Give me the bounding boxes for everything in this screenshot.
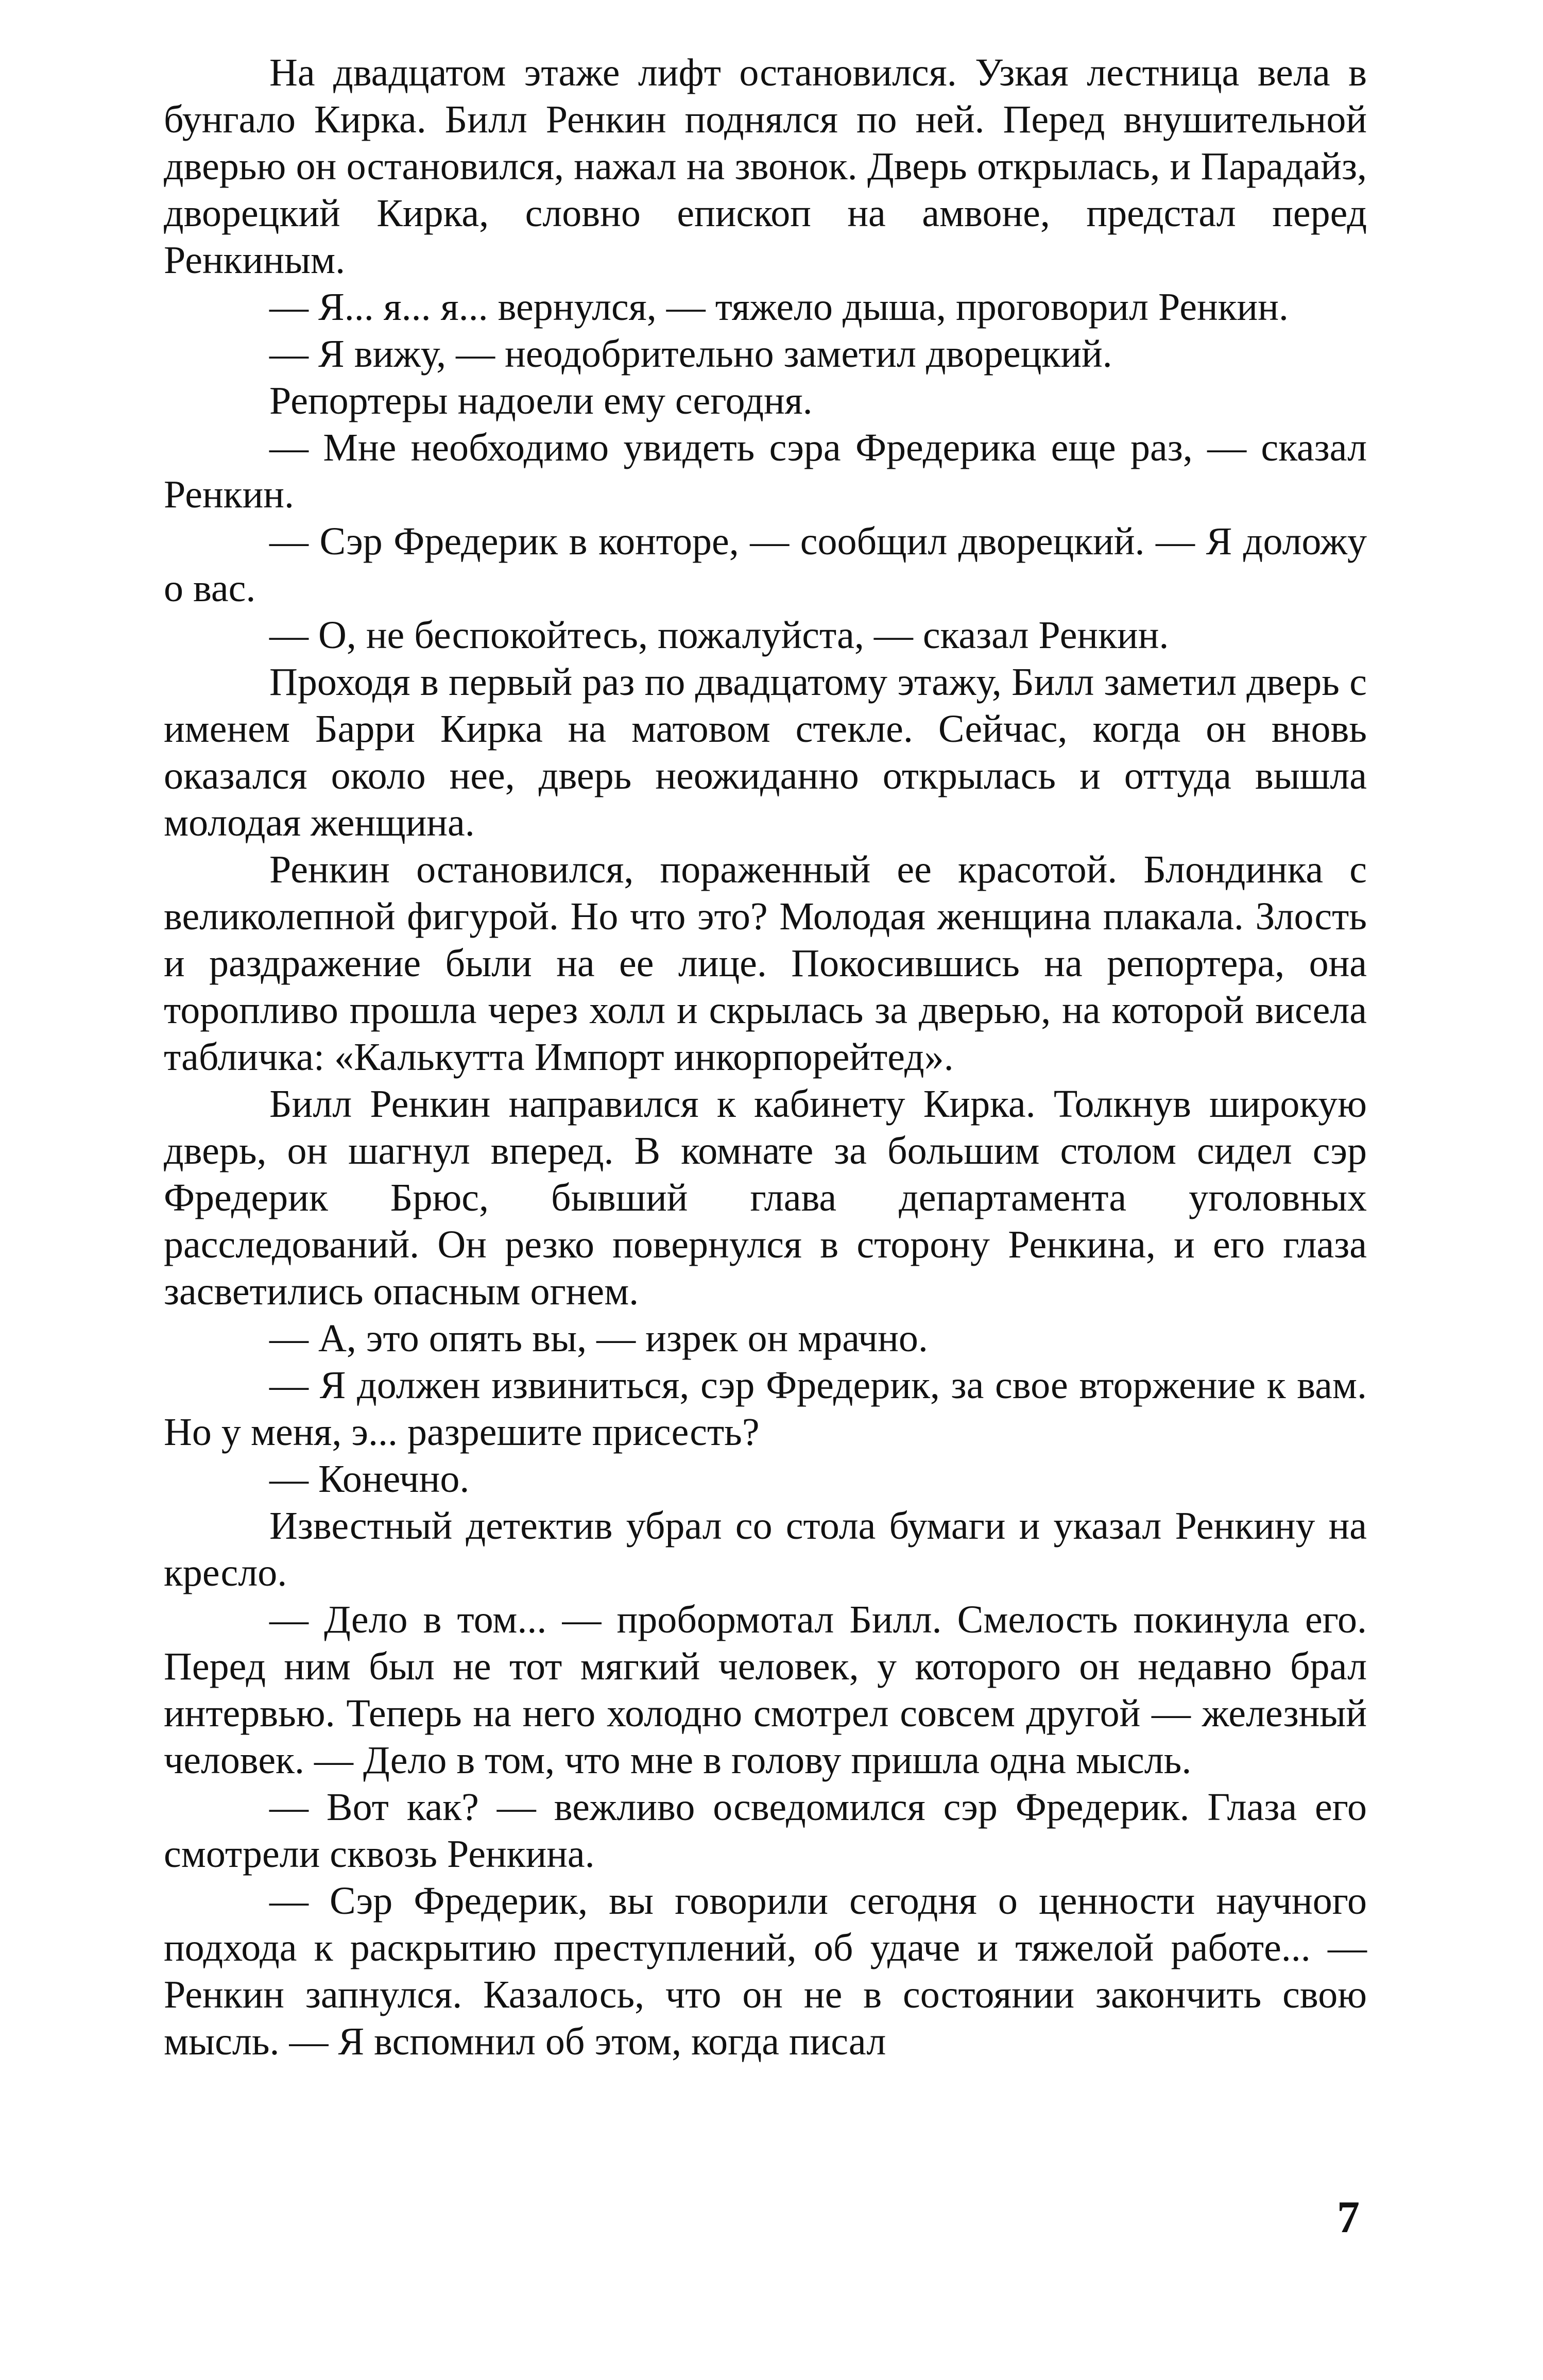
paragraph: — Конечно. [269, 1457, 470, 1501]
paragraph: — О, не беспокойтесь, пожалуйста, — сказал Ренкин. [269, 614, 1169, 657]
paragraph: — Я... я... я... вернулся, — тяжело дыша, проговорил Ренкин. [269, 285, 1289, 329]
paragraph: — Сэр Фредерик в конторе, — сообщил дворецкий. — Я доложу о вас. [164, 520, 1367, 610]
paragraph: Билл Ренкин направился к кабинету Кирка. Толкнув широкую дверь, он шагнул вперед. В комнате за большим столом сидел сэр Фредерик Брюс, бывший глава департамента уголовных расследований. Он резко повернулся в сторону Ренкина, и его глаза засветились опасным огнем. [164, 1082, 1367, 1313]
paragraph: — Мне необходимо увидеть сэра Фредерика еще раз, — сказал Ренкин. [164, 426, 1367, 516]
paragraph: — Дело в том... — пробормотал Билл. Смелость покинула его. Перед ним был не тот мягкий человек, у которого он недавно брал интервью. Теперь на него холодно смотрел совсем другой — железный человек. — Дело в том, что мне в голову пришла одна мысль. [164, 1598, 1367, 1782]
paragraph: Репортеры надоели ему сегодня. [269, 379, 813, 422]
paragraph: Ренкин остановился, пораженный ее красотой. Блондинка с великолепной фигурой. Но что это? Молодая женщина плакала. Злость и раздражение были на ее лице. Покосившись на репортера, она торопливо прошла через холл и скрылась за дверью, на которой висела табличка: «Калькутта Импорт инкорпорейтед». [164, 848, 1367, 1079]
paragraph: — А, это опять вы, — изрек он мрачно. [269, 1317, 928, 1360]
page-number: 7 [1337, 2192, 1360, 2242]
paragraph: Проходя в первый раз по двадцатому этажу, Билл заметил дверь с именем Барри Кирка на матовом стекле. Сейчас, когда он вновь оказался около нее, дверь неожиданно открылась и оттуда вышла молодая женщина. [164, 660, 1367, 844]
paragraph: — Я должен извиниться, сэр Фредерик, за свое вторжение к вам. Но у меня, э... разрешите присесть? [164, 1364, 1367, 1454]
paragraph: — Вот как? — вежливо осведомился сэр Фредерик. Глаза его смотрели сквозь Ренкина. [164, 1786, 1367, 1876]
paragraph: — Сэр Фредерик, вы говорили сегодня о ценности научного подхода к раскрытию преступлений, об удаче и тяжелой работе... — Ренкин запнулся. Казалось, что он не в состоянии закончить свою мысль. — Я вспомнил об этом, когда писал [164, 1879, 1367, 2063]
body-text [164, 49, 1367, 2065]
paragraph: Известный детектив убрал со стола бумаги и указал Ренкину на кресло. [164, 1504, 1367, 1594]
paragraph: — Я вижу, — неодобрительно заметил дворецкий. [269, 332, 1112, 376]
paragraph: На двадцатом этаже лифт остановился. Узкая лестница вела в бунгало Кирка. Билл Ренкин поднялся по ней. Перед внушительной дверью он остановился, нажал на звонок. Дверь открылась, и Парадайз, дворецкий Кирка, словно епископ на амвоне, предстал перед Ренкиным. [164, 51, 1367, 282]
